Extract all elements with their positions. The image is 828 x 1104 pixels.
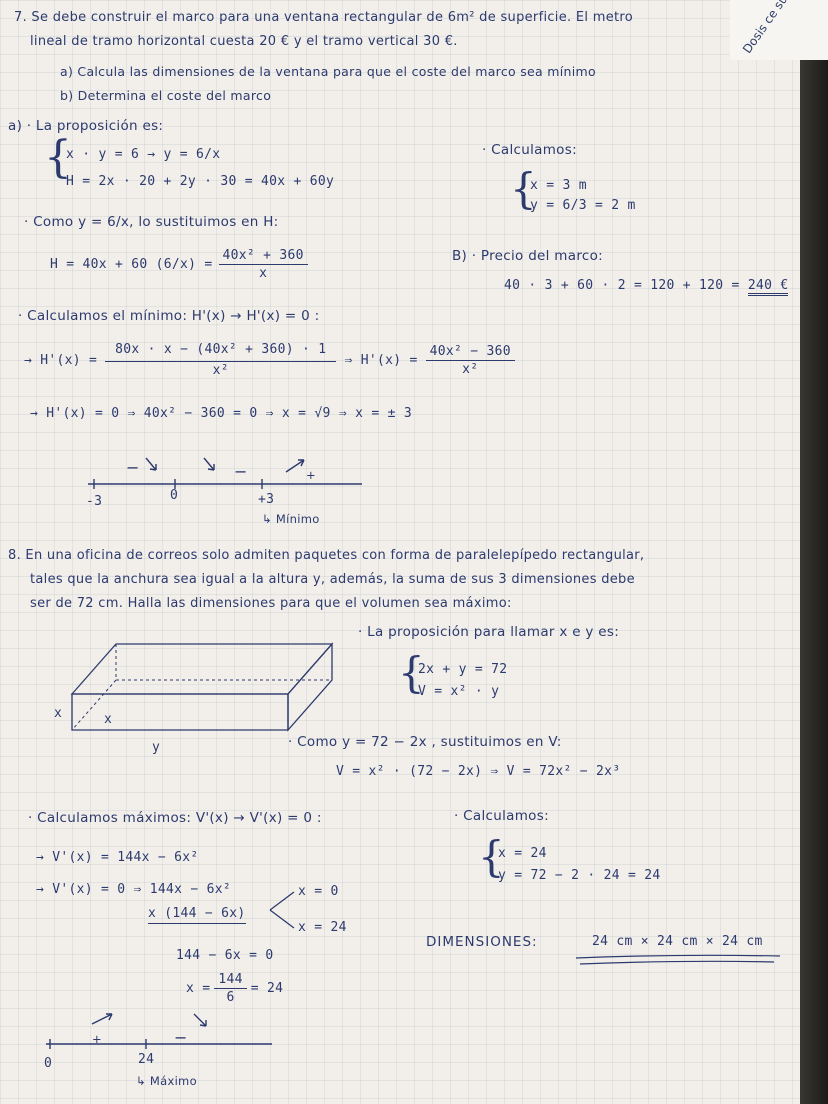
p8-result-y: y = 72 − 2 · 24 = 24 — [498, 868, 661, 883]
p7-deriv-num: 80x · x − (40x² + 360) · 1 — [105, 342, 336, 362]
p7-tick-0: 0 — [170, 488, 179, 503]
p8-solve2 — [186, 972, 283, 1005]
p8-v-line: V = x² · (72 − 2x) ⇒ V = 72x² − 2x³ — [336, 764, 621, 779]
p7-h-frac-den: x — [259, 266, 268, 281]
p7-statement-line1: 7. Se debe construir el marco para una ventana rectangular de 6m² de superficie. El metro — [14, 10, 634, 25]
p7-calc-label: · Calculamos: — [482, 142, 577, 158]
p7-deriv2-num: 40x² − 360 — [426, 344, 515, 361]
p7-result-x: x = 3 m — [530, 178, 587, 193]
p7-sign-minus-1: − — [126, 458, 140, 477]
p7-h-fraction — [219, 248, 308, 281]
p8-box-label-x-inner: x — [104, 712, 113, 727]
p7-tick-neg3: -3 — [86, 494, 103, 509]
p7-sys-eq2: H = 2x · 20 + 2y · 30 = 40x + 60y — [66, 174, 335, 189]
p8-result-brace: { — [478, 832, 505, 881]
p8-dim-underline — [574, 950, 784, 970]
p8-sys-eq2: V = x² · y — [418, 684, 500, 699]
p8-box-top-face — [72, 644, 332, 694]
p7-sign-chart — [80, 452, 380, 532]
p8-max-tag: ↳ Máximo — [136, 1074, 197, 1088]
p8-calc-label: · Calculamos: — [454, 808, 549, 824]
p7-increase-arrow — [286, 460, 304, 472]
p8-box-side-face — [288, 644, 332, 730]
p8-como-line: · Como y = 72 − 2x , sustituimos en V: — [288, 734, 562, 750]
p7-deriv-fraction — [105, 342, 336, 378]
p7-h-prefix: H = 40x + 60 (6/x) = — [50, 257, 213, 272]
p7-price-calc: 40 · 3 + 60 · 2 = 120 + 120 = — [504, 278, 740, 293]
p8-root1: x = 0 — [298, 884, 339, 899]
p7-system-brace: { — [44, 132, 72, 183]
p7-min-label: · Calculamos el mínimo: H'(x) → H'(x) = 0 : — [18, 308, 320, 324]
p8-system-brace: { — [398, 648, 425, 697]
p8-solve2-num: 144 — [214, 972, 246, 989]
p8-zero-line: → V'(x) = 0 ⇒ 144x − 6x² — [36, 882, 232, 897]
p7-min-tag: ↳ Mínimo — [262, 512, 320, 526]
p8-dim-value: 24 cm × 24 cm × 24 cm — [592, 934, 763, 949]
p8-prop-label: · La proposición para llamar x e y es: — [358, 624, 620, 640]
p7-answer-b-label: B) · Precio del marco: — [452, 248, 604, 264]
p8-sign-minus: − — [174, 1028, 188, 1047]
p7-tick-pos3: +3 — [258, 492, 275, 507]
p7-derivative — [24, 342, 515, 378]
p7-h-expression — [50, 248, 308, 281]
p7-statement-line2: lineal de tramo horizontal cuesta 20 € y el tramo vertical 30 €. — [30, 34, 458, 49]
desk-edge — [800, 0, 828, 1104]
p8-statement-line2: tales que la anchura sea igual a la altura y, además, la suma de sus 3 dimensiones debe — [30, 572, 635, 587]
p7-price-total: 240 € — [748, 278, 789, 296]
p7-decrease-arrow-1 — [146, 458, 156, 470]
p7-sys-eq1: x · y = 6 → y = 6/x — [66, 147, 221, 162]
p7-como-line: · Como y = 6/x, lo sustituimos en H: — [24, 214, 279, 230]
p7-deriv-den: x² — [212, 363, 229, 378]
p7-zero-line: → H'(x) = 0 ⇒ 40x² − 360 = 0 ⇒ x = √9 ⇒ x = ± 3 — [30, 406, 412, 421]
p8-tick-0: 0 — [44, 1056, 53, 1071]
p7-h-frac-num: 40x² + 360 — [219, 248, 308, 265]
p7-result-brace: { — [510, 164, 537, 213]
p8-solve2-den: 6 — [226, 990, 235, 1005]
p8-box-label-x-left: x — [54, 706, 63, 721]
p8-max-label: · Calculamos máximos: V'(x) → V'(x) = 0 : — [28, 810, 322, 826]
p7-deriv2-den: x² — [462, 361, 479, 377]
p8-solve2-prefix: x = — [186, 981, 211, 996]
p7-part-a: a) Calcula las dimensiones de la ventana para que el coste del marco sea mínimo — [60, 64, 596, 79]
p8-sys-eq1: 2x + y = 72 — [418, 662, 508, 677]
p7-part-b: b) Determina el coste del marco — [60, 88, 272, 103]
p8-solve1: 144 − 6x = 0 — [176, 948, 274, 963]
p8-increase-arrow — [92, 1014, 112, 1024]
p7-sign-plus: + — [306, 468, 316, 482]
p8-solve2-fraction — [214, 972, 246, 1005]
p8-branch-lines — [268, 888, 298, 932]
p7-deriv2-fraction — [426, 344, 515, 377]
p7-deriv-prefix: → H'(x) = — [24, 352, 98, 368]
p8-root2: x = 24 — [298, 920, 347, 935]
p8-result-x: x = 24 — [498, 846, 547, 861]
p8-tick-24: 24 — [138, 1052, 155, 1067]
p8-statement-line3: ser de 72 cm. Halla las dimensiones para que el volumen sea máximo: — [30, 596, 512, 611]
p8-sign-chart — [40, 1010, 280, 1060]
p8-solve2-suffix: = 24 — [250, 981, 284, 996]
p8-sign-plus: + — [92, 1032, 102, 1046]
p8-dim-label: DIMENSIONES: — [426, 934, 538, 950]
p8-box-label-y: y — [152, 740, 161, 755]
p8-statement-line1: 8. En una oficina de correos solo admiten paquetes con forma de paralelepípedo rectangular, — [8, 548, 645, 563]
p7-result-y: y = 6/3 = 2 m — [530, 198, 636, 213]
p7-answer-a-label: a) · La proposición es: — [8, 118, 164, 134]
p8-factor-line: x (144 − 6x) — [148, 906, 246, 924]
p7-decrease-arrow-2 — [204, 458, 214, 470]
p8-deriv-line: → V'(x) = 144x − 6x² — [36, 850, 199, 865]
p7-deriv-arrow: ⇒ H'(x) = — [344, 352, 418, 368]
p8-decrease-arrow — [194, 1014, 206, 1026]
p7-price-line — [504, 278, 788, 293]
p7-sign-minus-2: − — [234, 462, 248, 481]
